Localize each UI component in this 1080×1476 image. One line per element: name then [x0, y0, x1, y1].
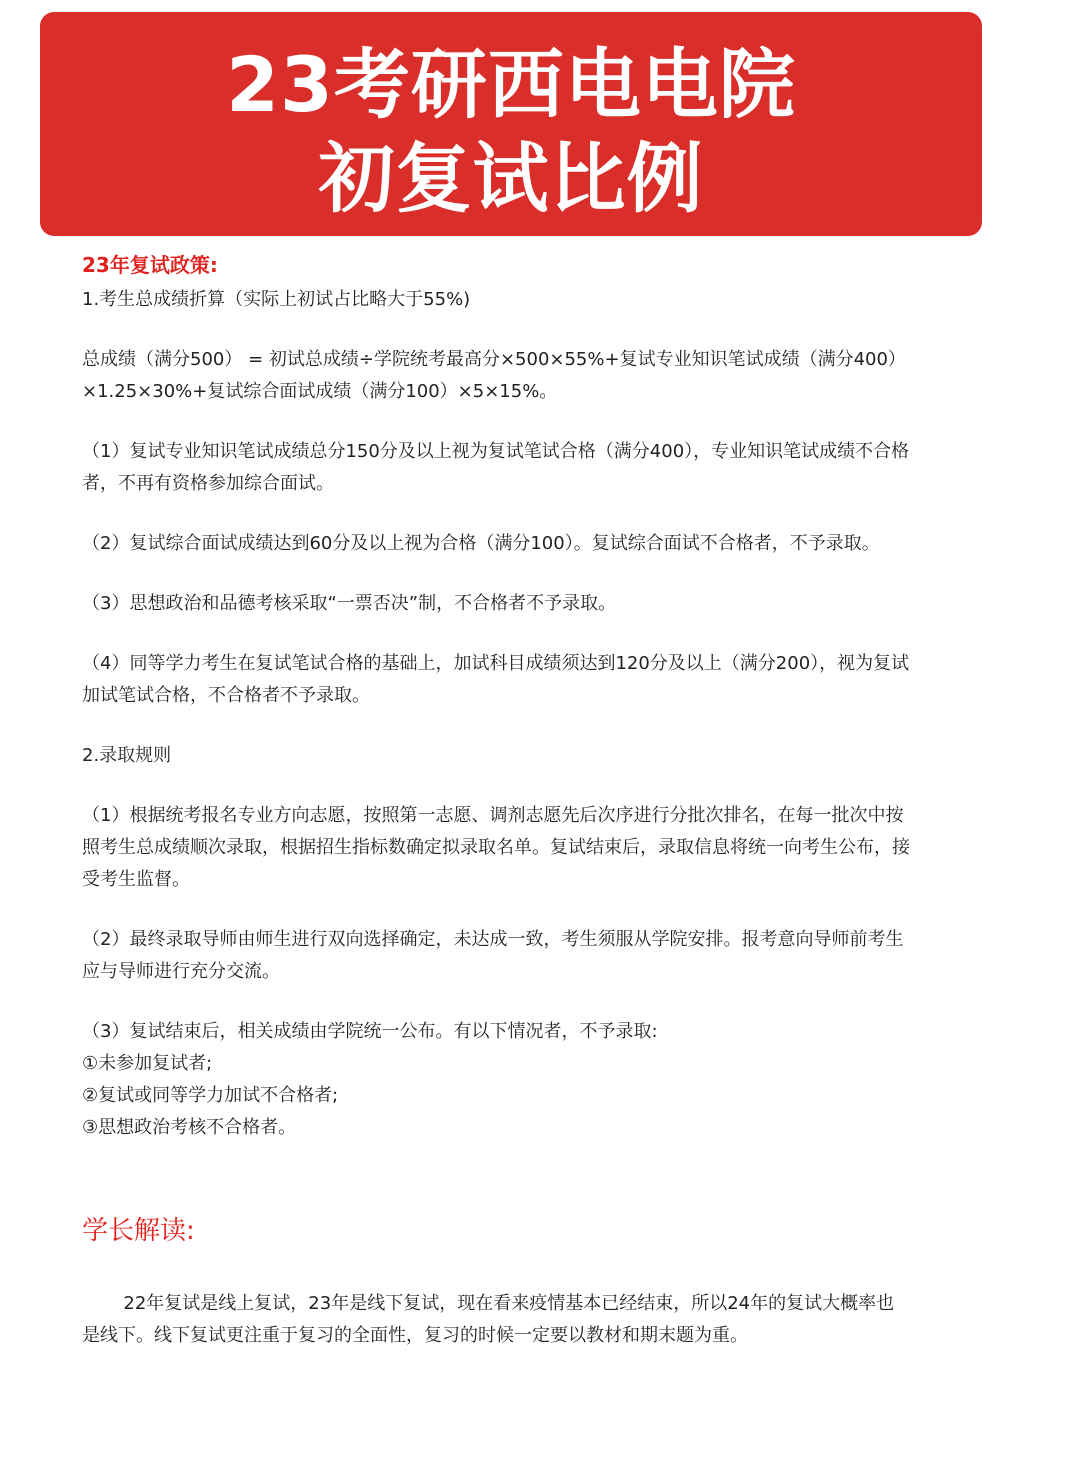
admission-rule-2: （2）最终录取导师由师生进行双向选择确定，未达成一致，考生须服从学院安排。报考意向导师前考生应与导师进行充分交流。	[82, 929, 904, 982]
policy-item-4: （4）同等学力考生在复试笔试合格的基础上，加试科目成绩须达到120分及以上（满分200），视为复试加试笔试合格，不合格者不予录取。	[82, 653, 910, 706]
policy-formula: 总成绩（满分500） = 初试总成绩÷学院统考最高分×500×55%+复试专业知识笔试成绩（满分400）×1.25×30%+复试综合面试成绩（满分100）×5×15%。	[82, 349, 906, 402]
commentary-text: 22年复试是线上复试，23年是线下复试，现在看来疫情基本已经结束，所以24年的复试大概率也是线下。线下复试更注重于复习的全面性，复习的时候一定要以教材和期末题为重。	[82, 1293, 895, 1346]
admission-rules-heading: 2.录取规则	[82, 745, 172, 766]
exclusion-item-1: ①未参加复试者;	[82, 1053, 213, 1074]
exclusion-item-3: ③思想政治考核不合格者。	[82, 1117, 297, 1138]
admission-rule-1: （1）根据统考报名专业方向志愿，按照第一志愿、调剂志愿先后次序进行分批次排名，在每一批次中按照考生总成绩顺次录取，根据招生指标数确定拟录取名单。复试结束后，录取信息将统一向考生公布，接受考生监督。	[82, 805, 910, 890]
admission-rule-3: （3）复试结束后，相关成绩由学院统一公布。有以下情况者，不予录取:	[82, 1021, 658, 1042]
policy-item-3: （3）思想政治和品德考核采取“一票否决”制，不合格者不予录取。	[82, 593, 617, 614]
policy-item-2: （2）复试综合面试成绩达到60分及以上视为合格（满分100）。复试综合面试不合格者，不予录取。	[82, 533, 880, 554]
title-line-2: 初复试比例	[318, 134, 704, 223]
document-body	[82, 250, 912, 1352]
policy-item-1: （1）复试专业知识笔试成绩总分150分及以上视为复试笔试合格（满分400），专业知识笔试成绩不合格者，不再有资格参加综合面试。	[82, 441, 910, 494]
title-line-1: 23考研西电电院	[226, 40, 796, 129]
commentary-heading: 学长解读:	[82, 1216, 195, 1246]
policy-heading: 23年复试政策:	[82, 253, 218, 277]
exclusion-item-2: ②复试或同等学力加试不合格者;	[82, 1085, 339, 1106]
policy-paragraph-1: 1.考生总成绩折算（实际上初试占比略大于55%)	[82, 289, 471, 310]
title-banner	[40, 12, 982, 236]
